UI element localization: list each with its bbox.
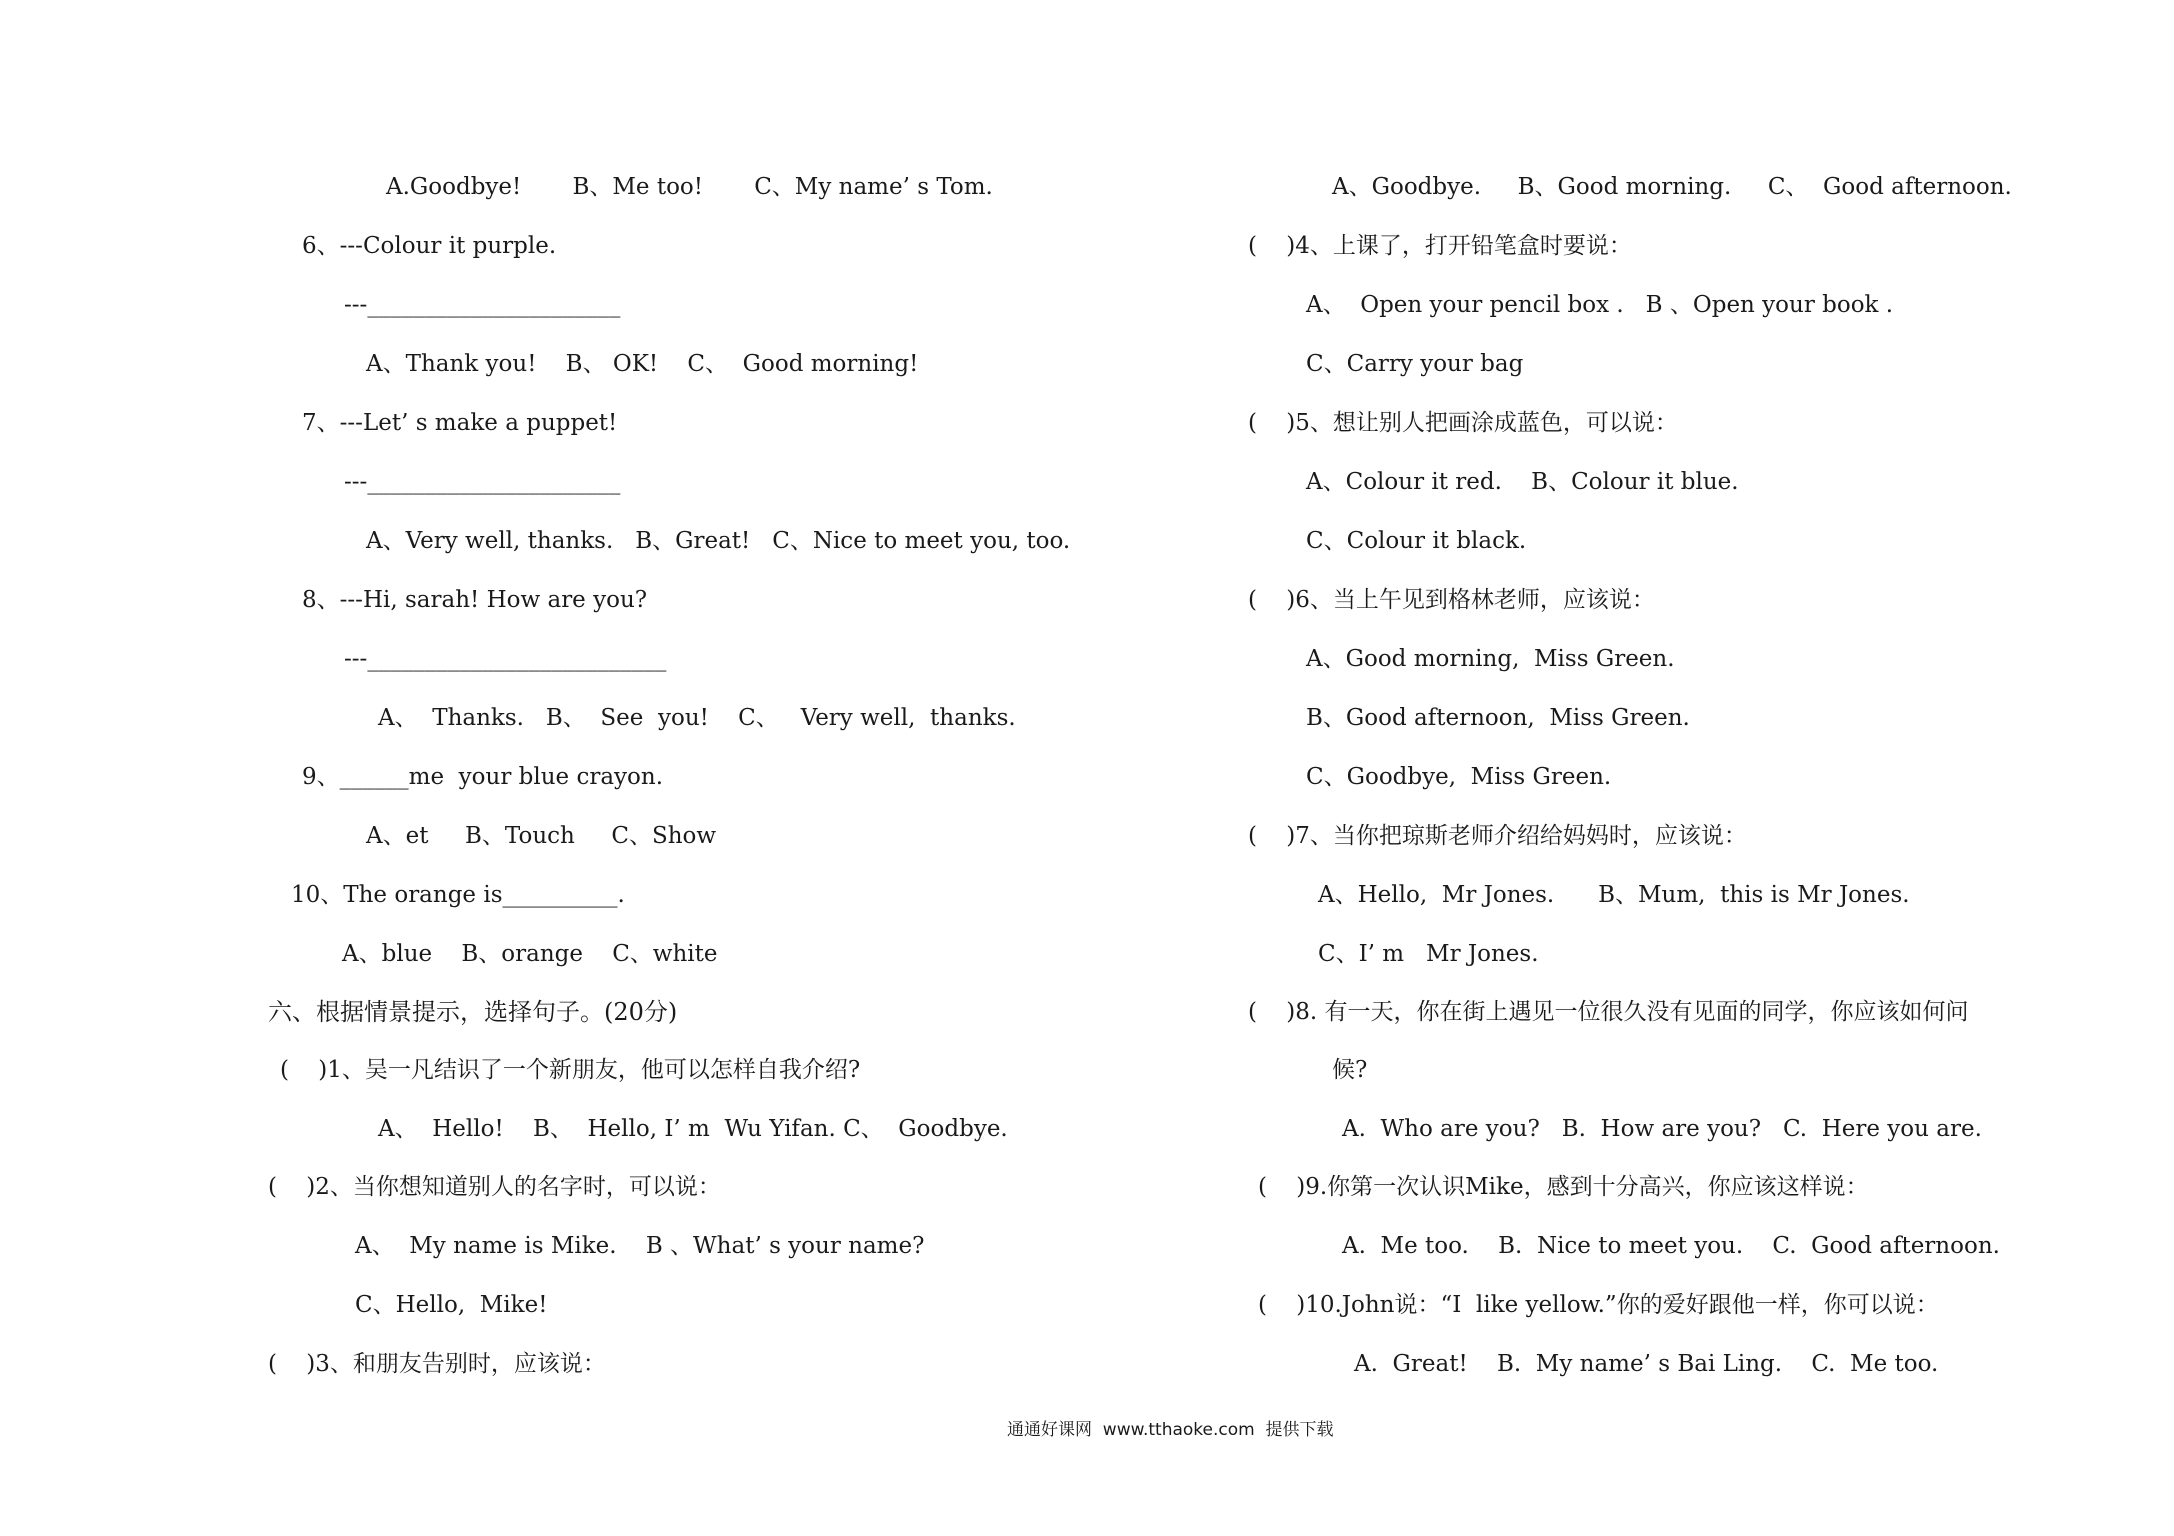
q5-options: A.Goodbye! B、Me too! C、My name’ s Tom. — [386, 174, 993, 200]
q7-prompt: 7、---Let’ s make a puppet! — [302, 410, 618, 436]
s6-q6-prompt: ( )6、当上午见到格林老师，应该说： — [1248, 587, 1655, 613]
s6-q7-option-c: C、I’ m Mr Jones. — [1318, 941, 1539, 967]
s6-q7-options: A、Hello, Mr Jones. B、Mum, this is Mr Jones. — [1318, 882, 1910, 908]
s6-q6-option-c: C、Goodbye, Miss Green. — [1306, 764, 1612, 790]
s6-q8-options: A. Who are you? B. How are you? C. Here you are. — [1342, 1116, 1982, 1142]
page-footer: 通通好课网 www.tthaoke.com 提供下载 — [1007, 1420, 1334, 1440]
s6-q4-options: A、 Open your pencil box . B 、Open your book . — [1306, 292, 1894, 318]
q6-answer-blank: ---______________________ — [344, 292, 621, 318]
s6-q6-option-b: B、Good afternoon, Miss Green. — [1306, 705, 1690, 731]
section-six-heading: 六、根据情景提示，选择句子。(20分) — [268, 998, 678, 1026]
s6-q10-options: A. Great! B. My name’ s Bai Ling. C. Me too. — [1354, 1351, 1939, 1377]
s6-q2-option-c: C、Hello, Mike! — [355, 1292, 548, 1318]
s6-q9-options: A. Me too. B. Nice to meet you. C. Good afternoon. — [1342, 1233, 2000, 1259]
s6-q3-prompt: ( )3、和朋友告别时，应该说： — [268, 1351, 606, 1377]
q6-options: A、Thank you! B、 OK! C、 Good morning! — [366, 351, 919, 377]
q6-prompt: 6、---Colour it purple. — [302, 233, 557, 259]
s6-q5-option-c: C、Colour it black. — [1306, 528, 1527, 554]
s6-q9-prompt: ( )9.你第一次认识Mike，感到十分高兴，你应该这样说： — [1258, 1174, 1869, 1200]
q10-prompt: 10、The orange is__________. — [291, 882, 625, 908]
s6-q8-prompt-cont: 候? — [1332, 1057, 1368, 1083]
q7-answer-blank: ---______________________ — [344, 469, 621, 495]
q8-prompt: 8、---Hi, sarah! How are you? — [302, 587, 648, 613]
s6-q8-prompt: ( )8. 有一天，你在街上遇见一位很久没有见面的同学，你应该如何问 — [1248, 999, 1969, 1025]
s6-q1-prompt: ( )1、吴一凡结识了一个新朋友，他可以怎样自我介绍? — [280, 1057, 861, 1083]
q9-prompt: 9、______me your blue crayon. — [302, 764, 664, 790]
s6-q5-prompt: ( )5、想让别人把画涂成蓝色，可以说： — [1248, 410, 1678, 436]
s6-q5-options: A、Colour it red. B、Colour it blue. — [1306, 469, 1739, 495]
q9-options: A、et B、Touch C、Show — [366, 823, 717, 849]
s6-q4-option-c: C、Carry your bag — [1306, 351, 1524, 377]
q10-options: A、blue B、orange C、white — [342, 941, 718, 967]
s6-q2-options: A、 My name is Mike. B 、What’ s your name? — [355, 1233, 925, 1259]
s6-q3-options: A、Goodbye. B、Good morning. C、 Good afternoon. — [1332, 174, 2012, 200]
s6-q6-option-a: A、Good morning, Miss Green. — [1306, 646, 1675, 672]
s6-q4-prompt: ( )4、上课了，打开铅笔盒时要说： — [1248, 233, 1632, 259]
q8-options: A、 Thanks. B、 See you! C、 Very well, thanks. — [378, 705, 1016, 731]
s6-q10-prompt: ( )10.John说：“I like yellow.”你的爱好跟他一样，你可以说： — [1258, 1292, 1939, 1318]
q7-options: A、Very well, thanks. B、Great! C、Nice to meet you, too. — [366, 528, 1071, 554]
s6-q1-options: A、 Hello! B、 Hello, I’ m Wu Yifan. C、 Goodbye. — [378, 1116, 1008, 1142]
s6-q2-prompt: ( )2、当你想知道别人的名字时，可以说： — [268, 1174, 721, 1200]
q8-answer-blank: ---__________________________ — [344, 646, 667, 672]
s6-q7-prompt: ( )7、当你把琼斯老师介绍给妈妈时，应该说： — [1248, 823, 1747, 849]
